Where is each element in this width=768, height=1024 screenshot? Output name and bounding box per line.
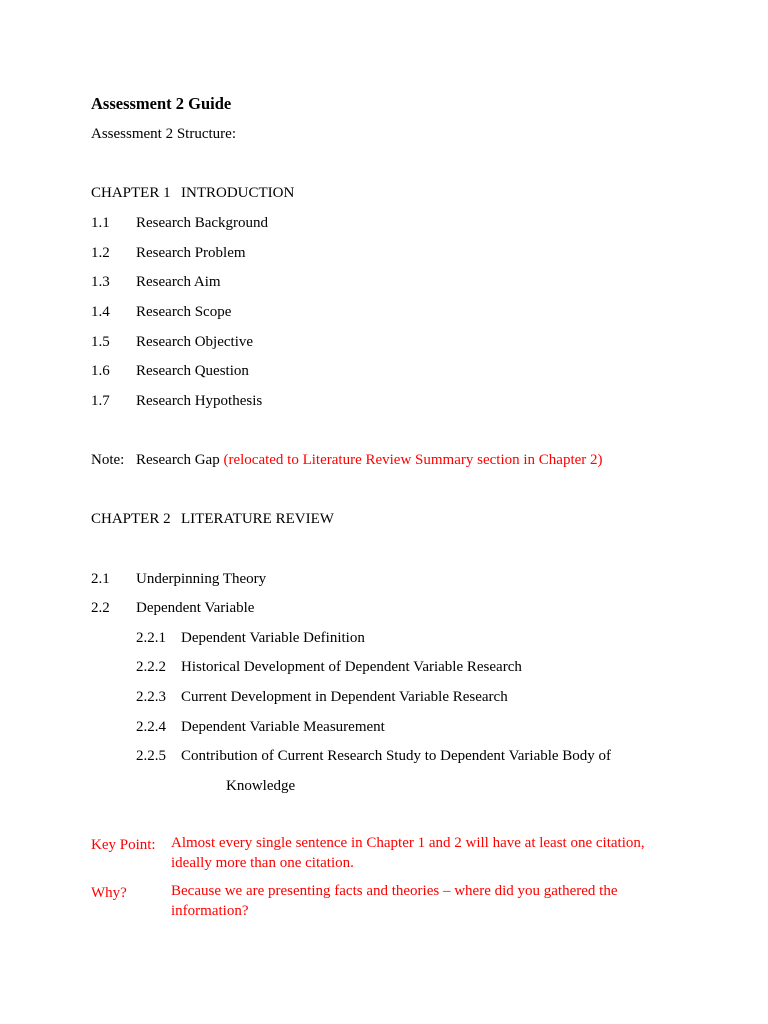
subsection-title: Contribution of Current Research Study to Dependent Variable Body of (181, 748, 612, 764)
structure-heading: Assessment 2 Structure: (91, 126, 236, 142)
subsection-title: Current Development in Dependent Variable Research (181, 689, 508, 705)
subsection-number: 2.2.5 (136, 748, 166, 764)
note-line (136, 453, 603, 468)
section-title: Research Problem (136, 245, 246, 261)
key-point-text: Almost every single sentence in Chapter 1 and 2 will have at least one citation, ideally more than one citation. (171, 835, 645, 871)
subsection-number: 2.2.4 (136, 719, 166, 735)
chapter-1-name: INTRODUCTION (181, 185, 295, 201)
section-title: Underpinning Theory (136, 571, 267, 587)
section-title: Research Background (136, 215, 269, 231)
subsection-number: 2.2.3 (136, 689, 166, 705)
section-number: 1.5 (91, 334, 110, 350)
why-label: Why? (91, 885, 127, 901)
section-number: 1.7 (91, 393, 110, 409)
section-title: Research Aim (136, 274, 221, 290)
subsection-title: Historical Development of Dependent Variable Research (181, 659, 522, 675)
section-number: 2.2 (91, 600, 110, 616)
subsection-number: 2.2.1 (136, 630, 166, 646)
subsection-title: Dependent Variable Definition (181, 630, 365, 646)
subsection-number: 2.2.2 (136, 659, 166, 675)
key-point-label: Key Point: (91, 837, 156, 853)
section-title: Research Hypothesis (136, 393, 263, 409)
section-number: 1.6 (91, 363, 110, 379)
chapter-1-label: CHAPTER 1 (91, 185, 171, 201)
why-text: Because we are presenting facts and theories – where did you gathered the information? (171, 883, 618, 919)
document-title: Assessment 2 Guide (91, 94, 232, 113)
section-number: 1.4 (91, 304, 110, 320)
section-title: Research Question (136, 363, 249, 379)
section-title: Dependent Variable (136, 600, 255, 616)
chapter-2-name: LITERATURE REVIEW (181, 511, 334, 527)
subsection-title: Dependent Variable Measurement (181, 719, 385, 735)
note-remark: (relocated to Literature Review Summary section in Chapter 2) (223, 452, 603, 468)
section-number: 1.3 (91, 274, 110, 290)
section-number: 2.1 (91, 571, 110, 587)
note-text: Research Gap (136, 452, 220, 468)
section-number: 1.1 (91, 215, 110, 231)
subsection-title-continuation: Knowledge (226, 778, 296, 794)
chapter-2-label: CHAPTER 2 (91, 511, 171, 527)
note-label: Note: (91, 452, 125, 468)
section-number: 1.2 (91, 245, 110, 261)
section-title: Research Scope (136, 304, 232, 320)
section-title: Research Objective (136, 334, 254, 350)
